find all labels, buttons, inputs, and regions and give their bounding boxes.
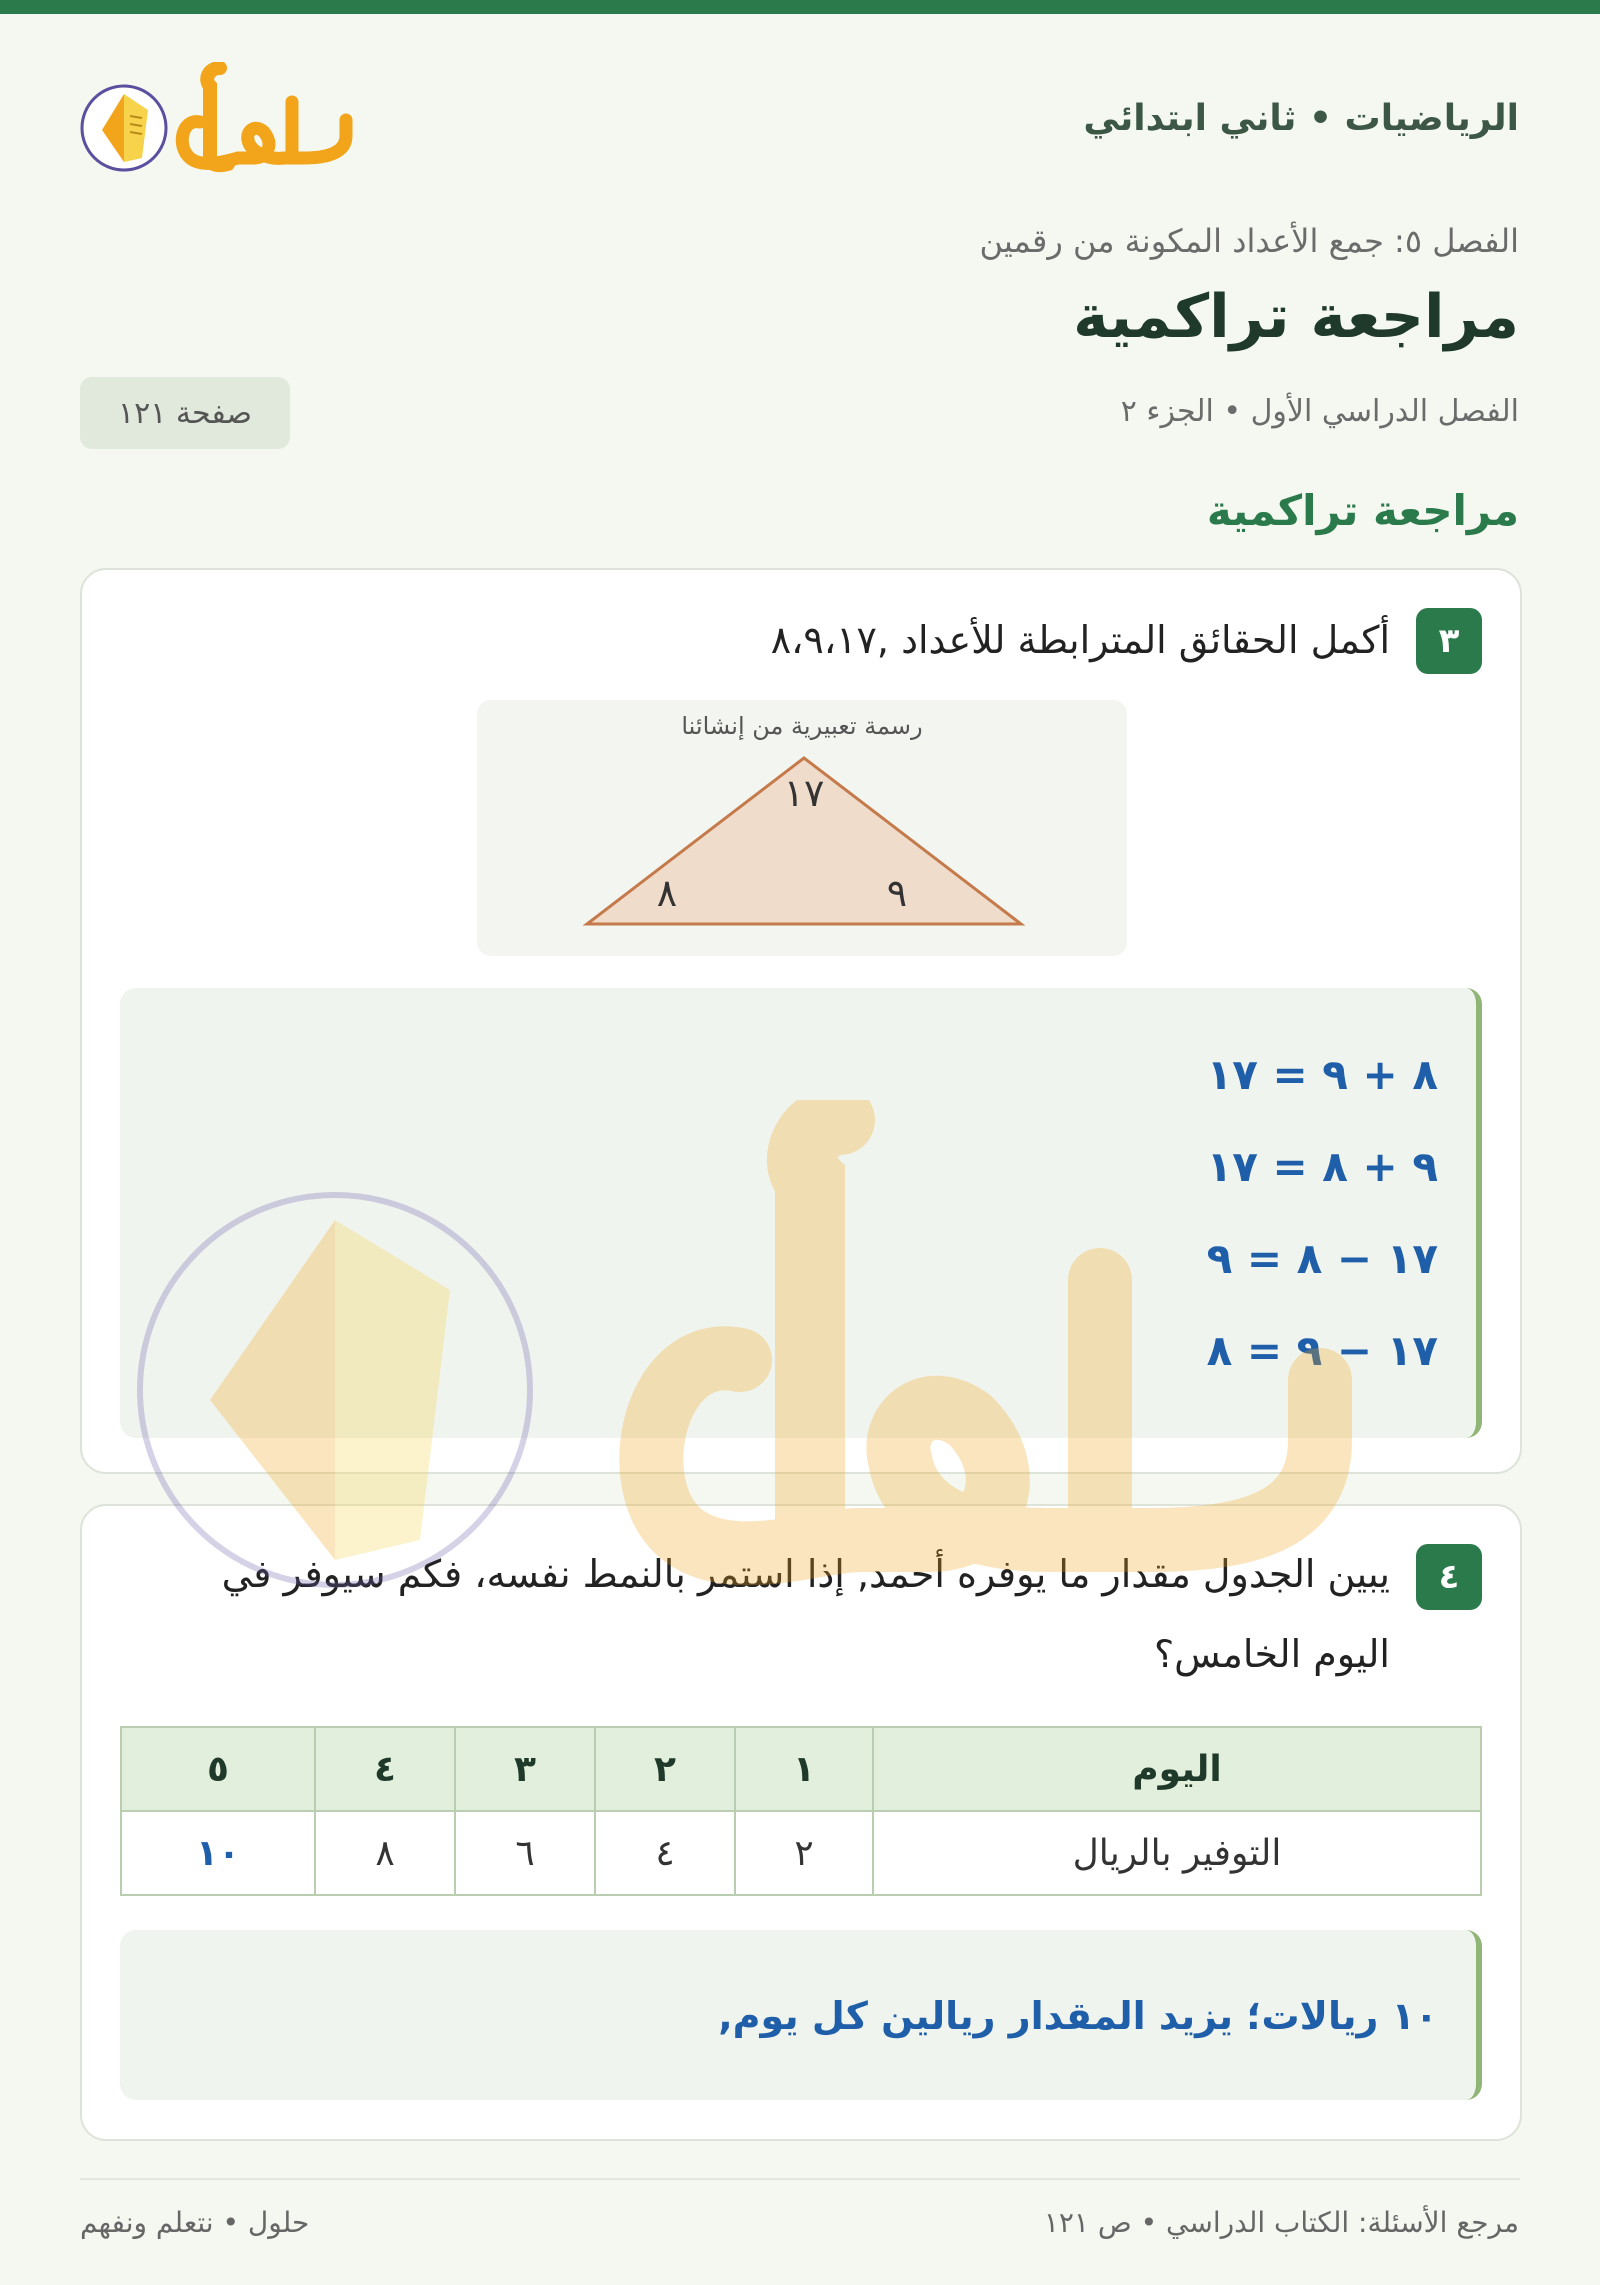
question-number-badge: ٤ bbox=[1416, 1544, 1482, 1610]
question-text-line-1: يبين الجدول مقدار ما يوفره أحمد, إذا استمر بالنمط نفسه، فكم سيوفر في bbox=[221, 1552, 1390, 1596]
table-cell: ٤ bbox=[595, 1811, 735, 1895]
table-answer-cell: ١٠ bbox=[121, 1811, 315, 1895]
table-header-cell: ٢ bbox=[595, 1727, 735, 1811]
page-number-badge: صفحة ١٢١ bbox=[80, 377, 290, 449]
section-heading: مراجعة تراكمية bbox=[1206, 486, 1519, 535]
term-label: الفصل الدراسي الأول • الجزء ٢ bbox=[1120, 394, 1519, 429]
top-accent-bar bbox=[0, 0, 1600, 14]
chapter-label: الفصل ٥: جمع الأعداد المكونة من رقمين bbox=[979, 222, 1519, 260]
footer-reference: مرجع الأسئلة: الكتاب الدراسي • ص ١٢١ bbox=[1043, 2206, 1519, 2239]
question-text: أكمل الحقائق المترابطة للأعداد ,٨،٩،١٧ bbox=[770, 618, 1390, 662]
table-cell: ٦ bbox=[455, 1811, 595, 1895]
fact-equation: ٩ + ٨ = ١٧ bbox=[1206, 1142, 1438, 1191]
table-header-cell: اليوم bbox=[873, 1727, 1481, 1811]
answer-box bbox=[120, 1930, 1482, 2100]
table-header-cell: ٥ bbox=[121, 1727, 315, 1811]
footer-divider bbox=[80, 2178, 1520, 2180]
table-cell: التوفير بالريال bbox=[873, 1811, 1481, 1895]
figure-caption: رسمة تعبيرية من إنشائنا bbox=[681, 712, 923, 740]
fact-equation: ١٧ − ٩ = ٨ bbox=[1206, 1326, 1438, 1375]
fact-equation: ١٧ − ٨ = ٩ bbox=[1206, 1234, 1438, 1283]
subject-label: الرياضيات • ثاني ابتدائي bbox=[1083, 98, 1519, 139]
fact-equation: ٨ + ٩ = ١٧ bbox=[1206, 1050, 1438, 1099]
answer-box bbox=[120, 988, 1482, 1438]
question-text-line-2: اليوم الخامس؟ bbox=[1153, 1632, 1390, 1676]
question-3-card bbox=[80, 568, 1522, 1474]
triangle-diagram bbox=[477, 700, 1127, 956]
table-header-cell: ١ bbox=[735, 1727, 873, 1811]
table-cell: ٢ bbox=[735, 1811, 873, 1895]
triangle-top-number: ١٧ bbox=[783, 771, 825, 815]
answer-text: ١٠ ريالات؛ يزيد المقدار ريالين كل يوم, bbox=[718, 1994, 1438, 2038]
question-4-card bbox=[80, 1504, 1522, 2141]
page-title: مراجعة تراكمية bbox=[1073, 282, 1519, 352]
table-row bbox=[121, 1811, 1481, 1895]
hulul-logo[interactable] bbox=[78, 62, 378, 182]
triangle-left-number: ٨ bbox=[656, 871, 678, 915]
savings-table bbox=[120, 1726, 1482, 1896]
number-bond-figure bbox=[477, 700, 1127, 956]
triangle-right-number: ٩ bbox=[886, 871, 908, 915]
question-number-badge: ٣ bbox=[1416, 608, 1482, 674]
table-header-row bbox=[121, 1727, 1481, 1811]
table-cell: ٨ bbox=[315, 1811, 455, 1895]
table-header-cell: ٤ bbox=[315, 1727, 455, 1811]
table-header-cell: ٣ bbox=[455, 1727, 595, 1811]
footer-brand: حلول • نتعلم ونفهم bbox=[80, 2206, 310, 2239]
